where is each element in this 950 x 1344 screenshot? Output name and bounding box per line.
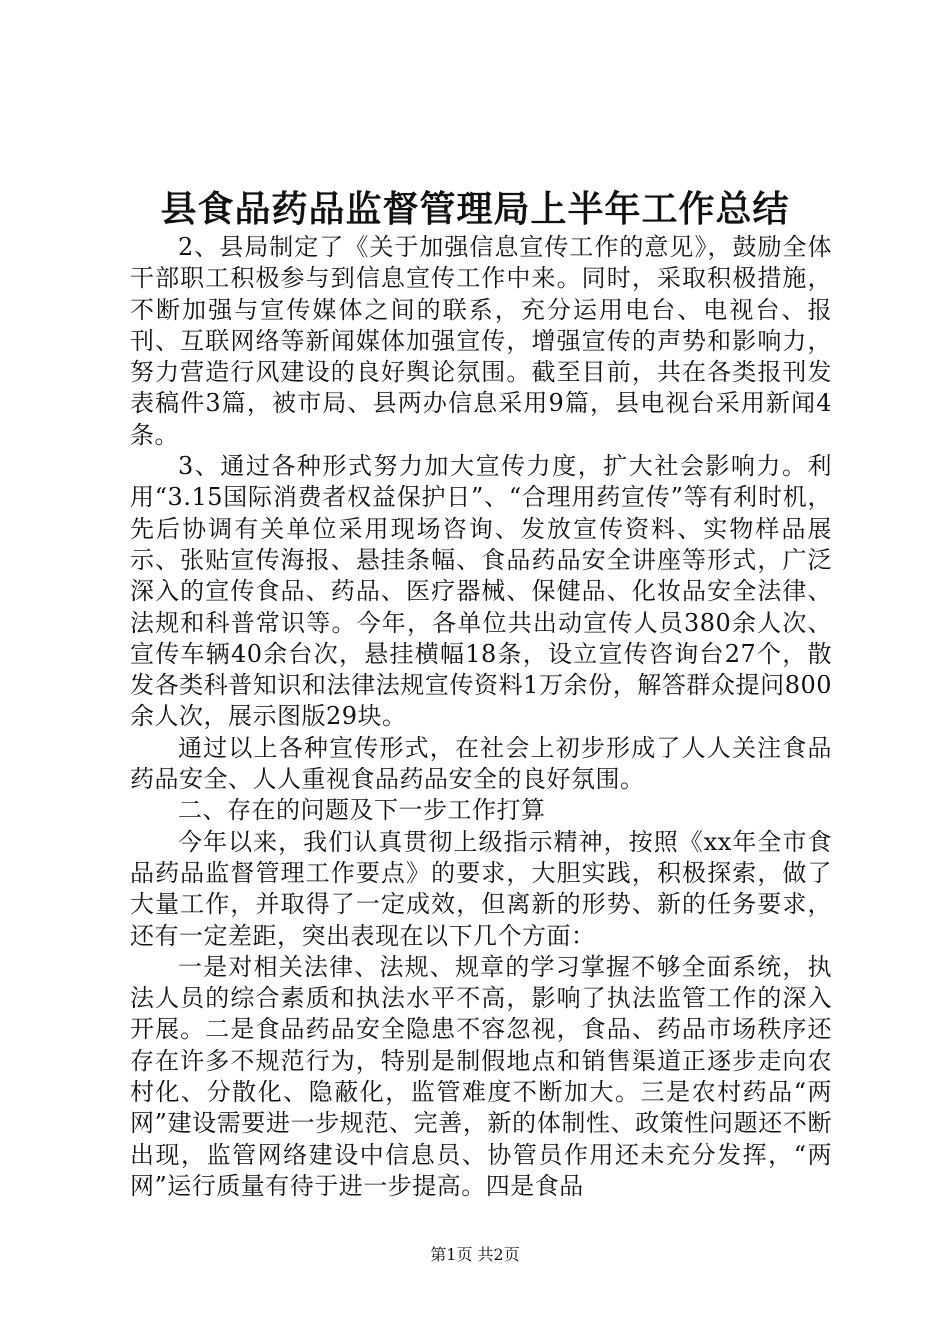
paragraph-publicity-info: 2、县局制定了《关于加强信息宣传工作的意见》，鼓励全体干部职工积极参与到信息宣传工作中来。同时，采取积极措施，不断加强与宣传媒体之间的联系，充分运用电台、电视台、报刊、互联网络等新闻媒体加强宣传，增强宣传的声势和影响力，努力营造行风建设的良好舆论氛围。截至目前，共在各类报刊发表稿件3篇，被市局、县两办信息采用9篇，县电视台采用新闻4条。 [130, 233, 832, 449]
document-title: 县食品药品监督管理局上半年工作总结 [160, 188, 790, 230]
paragraph-publicity-activities: 3、通过各种形式努力加大宣传力度，扩大社会影响力。利用“3.15国际消费者权益保护日”、“合理用药宣传”等有利时机，先后协调有关单位采用现场咨询、发放宣传资料、实物样品展示、张贴宣传海报、悬挂条幅、食品药品安全讲座等形式，广泛深入的宣传食品、药品、医疗器械、保健品、化妆品安全法律、法规和科普常识等。今年，各单位共出动宣传人员380余人次、宣传车辆40余台次，悬挂横幅18条，设立宣传咨询台27个，散发各类科普知识和法律法规宣传资料1万余份，解答群众提问800余人次，展示图版29块。 [130, 452, 832, 731]
page-number-footer: 第1页 共2页 [430, 1245, 520, 1264]
section-heading-problems: 二、存在的问题及下一步工作打算 [178, 796, 546, 825]
paragraph-problems-intro: 今年以来，我们认真贯彻上级指示精神，按照《xx年全市食品药品监督管理工作要点》的要求，大胆实践，积极探索，做了大量工作，并取得了一定成效，但离新的形势、新的任务要求，还有一定差距，突出表现在以下几个方面： [130, 827, 832, 950]
document-body [130, 232, 832, 1202]
paragraph-problems-list: 一是对相关法律、法规、规章的学习掌握不够全面系统，执法人员的综合素质和执法水平不高，影响了执法监管工作的深入开展。二是食品药品安全隐患不容忽视，食品、药品市场秩序还存在许多不规范行为，特别是制假地点和销售渠道正逐步走向农村化、分散化、隐蔽化，监管难度不断加大。三是农村药品“两网”建设需要进一步规范、完善，新的体制性、政策性问题还不断出现，监管网络建设中信息员、协管员作用还未充分发挥，“两网”运行质量有待于进一步提高。四是食品 [130, 952, 832, 1200]
paragraph-publicity-summary: 通过以上各种宣传形式，在社会上初步形成了人人关注食品药品安全、人人重视食品药品安全的良好氛围。 [130, 733, 832, 794]
